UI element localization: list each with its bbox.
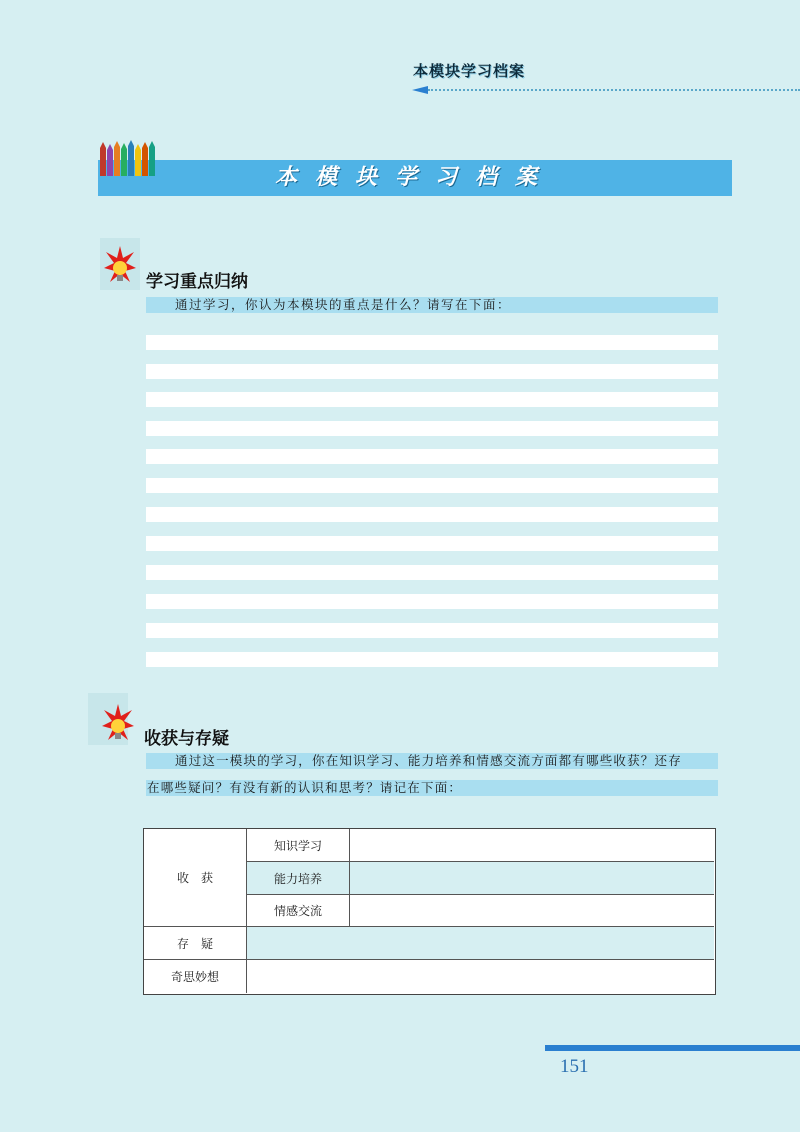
flame-bulb-icon	[104, 246, 136, 290]
writing-line[interactable]	[146, 364, 718, 379]
footer-bar	[545, 1045, 800, 1051]
writing-line[interactable]	[146, 536, 718, 551]
section2-instruction-line1: 通过这一模块的学习，你在知识学习、能力培养和情感交流方面都有哪些收获？还存	[175, 753, 682, 768]
ideas-label-cell	[144, 960, 247, 993]
section2-instruction-line2: 在哪些疑问？有没有新的认识和思考？请记在下面：	[147, 780, 463, 795]
doubt-input-cell[interactable]	[247, 927, 714, 960]
gain-label: 收 获	[176, 871, 213, 885]
flame-bulb-icon	[102, 704, 134, 748]
knowledge-input-cell[interactable]	[350, 829, 714, 862]
writing-line[interactable]	[146, 449, 718, 464]
writing-line[interactable]	[146, 421, 718, 436]
banner-title: 本模块学习档案	[274, 165, 555, 190]
section1-instruction: 通过学习，你认为本模块的重点是什么？请写在下面：	[175, 297, 512, 312]
ideas-input-cell[interactable]	[247, 960, 714, 993]
doubt-label: 存 疑	[176, 936, 213, 951]
gain-row-label: 情感交流	[273, 904, 322, 918]
colored-pencils-icon	[98, 138, 160, 178]
gain-row-label: 知识学习	[273, 838, 322, 853]
writing-line[interactable]	[146, 623, 718, 638]
gain-row-label-cell	[247, 829, 350, 862]
header-arrow-icon	[412, 86, 428, 94]
writing-line[interactable]	[146, 335, 718, 350]
header-dotted-rule	[428, 89, 800, 91]
gain-row-label-cell	[247, 862, 350, 895]
writing-line[interactable]	[146, 652, 718, 667]
emotion-input-cell[interactable]	[350, 895, 714, 927]
gain-row-label: 能力培养	[273, 871, 322, 886]
running-header-title: 本模块学习档案	[413, 62, 526, 80]
section2-title: 收获与存疑	[144, 729, 229, 749]
page-number: 151	[560, 1056, 589, 1077]
writing-line[interactable]	[146, 478, 718, 493]
writing-line[interactable]	[146, 594, 718, 609]
gain-label-cell	[144, 829, 247, 927]
writing-line[interactable]	[146, 507, 718, 522]
writing-line[interactable]	[146, 565, 718, 580]
ability-input-cell[interactable]	[350, 862, 714, 895]
section1-title: 学习重点归纳	[146, 272, 248, 292]
gains-doubts-table	[143, 828, 716, 995]
doubt-label-cell	[144, 927, 247, 960]
writing-line[interactable]	[146, 392, 718, 407]
ideas-label: 奇思妙想	[170, 970, 219, 984]
gain-row-label-cell	[247, 895, 350, 927]
